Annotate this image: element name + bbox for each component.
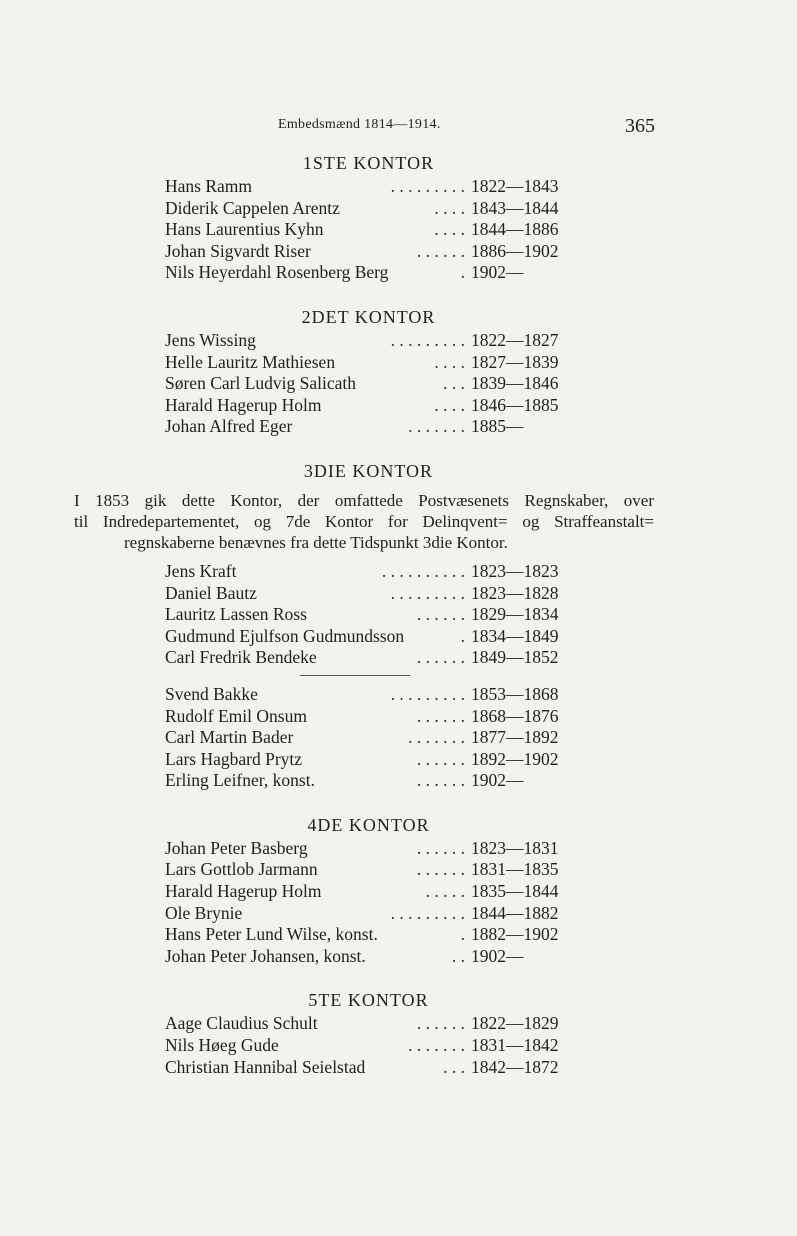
leader-dots: . [460,625,465,646]
section [0,987,797,1078]
list-item [0,706,797,728]
running-head: Embedsmænd 1814—1914. [278,117,441,132]
official-name: Gudmund Ejulfson Gudmundsson [165,625,405,646]
official-name: Hans Peter Lund Wilse, konst. [165,924,378,945]
list-item [0,604,797,626]
official-name: Jens Kraft [165,560,237,581]
official-name: Ole Brynie [165,902,243,923]
leader-dots: . . . . . . [416,837,465,858]
section-title: 3DIE KONTOR [303,460,434,481]
tenure-years: 1822—1827 [471,329,559,350]
list-item [0,416,797,438]
leader-dots: . . . . . . . [408,1035,465,1056]
list-item [0,262,797,284]
official-name: Aage Claudius Schult [165,1013,318,1034]
tenure-years: 1877—1892 [471,727,559,748]
leader-dots: . . . . . . . [408,727,465,748]
official-name: Lars Gottlob Jarmann [165,859,318,880]
leader-dots: . . . . . [425,881,465,902]
list-item [0,198,797,220]
official-name: Nils Høeg Gude [165,1035,279,1056]
official-name: Johan Sigvardt Riser [165,240,311,261]
tenure-years: 1849—1852 [471,647,559,668]
official-name: Harald Hagerup Holm [165,394,322,415]
section [0,812,797,968]
official-name: Lars Hagbard Prytz [165,748,303,769]
leader-dots: . . . . . . [416,604,465,625]
leader-dots: . . . . [434,394,465,415]
leader-dots: . [460,924,465,945]
list-item [0,241,797,263]
leader-dots: . . . . . . . . . [390,329,465,350]
official-name: Helle Lauritz Mathiesen [165,351,336,372]
official-name: Christian Hannibal Seielstad [165,1056,366,1077]
tenure-years: 1902— [471,262,524,283]
official-name: Jens Wissing [165,329,256,350]
divider [300,675,410,676]
tenure-years: 1885— [471,416,524,437]
tenure-years: 1902— [471,945,524,966]
list-item [0,903,797,925]
tenure-years: 1831—1842 [471,1035,559,1056]
tenure-years: 1882—1902 [471,924,559,945]
list-item [0,373,797,395]
tenure-years: 1844—1882 [471,902,559,923]
list-item [0,684,797,706]
section-title: 1STE KONTOR [302,153,435,173]
list-item [0,330,797,352]
leader-dots: . . . . [434,197,465,218]
tenure-years: 1829—1834 [471,604,559,625]
tenure-years: 1835—1844 [471,881,559,902]
leader-dots: . . . [443,373,465,394]
official-name: Harald Hagerup Holm [165,881,322,902]
official-name: Carl Martin Bader [165,727,294,748]
section-title: 2DET KONTOR [301,306,436,327]
official-name: Carl Fredrik Bendeke [165,647,317,668]
leader-dots: . . [451,945,465,966]
list-item [0,1035,797,1057]
tenure-years: 1823—1823 [471,560,559,581]
paragraph-line: I 1853 gik dette Kontor, der omfattede Postvæsenets Regnskaber, over [74,490,654,510]
list-item [0,352,797,374]
list-item [0,946,797,968]
leader-dots: . . . . . . . . . . [381,560,465,581]
official-name: Søren Carl Ludvig Salicath [165,373,357,394]
official-name: Svend Bakke [165,683,258,704]
leader-dots: . . . . . . [416,647,465,668]
tenure-years: 1834—1849 [471,625,559,646]
leader-dots: . . . . . . [416,705,465,726]
leader-dots: . . . . . . [416,859,465,880]
official-name: Johan Peter Johansen, konst. [165,945,366,966]
section-title: 4DE KONTOR [307,814,430,835]
tenure-years: 1823—1831 [471,837,559,858]
list-item [0,561,797,583]
leader-dots: . . . . . . . . . [390,683,465,704]
official-name: Daniel Bautz [165,582,257,603]
leader-dots: . . . . . . . . . [390,582,465,603]
tenure-years: 1831—1835 [471,859,559,880]
section [0,304,797,438]
leader-dots: . . . . . . . . . [390,902,465,923]
list-item [0,647,797,669]
tenure-years: 1822—1829 [471,1013,559,1034]
tenure-years: 1868—1876 [471,705,559,726]
list-item [0,176,797,198]
paragraph-line: regnskaberne benævnes fra dette Tidspunkt 3die Kontor. [124,532,508,552]
leader-dots: . . . . . . . [408,416,465,437]
tenure-years: 1842—1872 [471,1056,559,1077]
tenure-years: 1892—1902 [471,748,559,769]
tenure-years: 1846—1885 [471,394,559,415]
list-item [0,770,797,792]
list-item [0,1013,797,1035]
tenure-years: 1839—1846 [471,373,559,394]
content [0,150,797,1098]
leader-dots: . . . . . . [416,748,465,769]
leader-dots: . . . [443,1056,465,1077]
leader-dots: . . . . . . . . . [390,176,465,196]
paragraph-line: til Indredepartementet, og 7de Kontor for Delinqvent= og Straffeanstalt= [74,511,654,531]
list-item [0,626,797,648]
official-name: Erling Leifner, konst. [165,770,315,791]
list-item [0,859,797,881]
official-name: Lauritz Lassen Ross [165,604,307,625]
leader-dots: . . . . [434,219,465,240]
section-title: 5TE KONTOR [308,990,429,1011]
tenure-years: 1886—1902 [471,240,559,261]
list-item [0,219,797,241]
leader-dots: . . . . . . [416,240,465,261]
list-item [0,838,797,860]
list-item [0,924,797,946]
leader-dots: . . . . [434,351,465,372]
leader-dots: . . . . . . [416,1013,465,1034]
tenure-years: 1853—1868 [471,683,559,704]
official-name: Diderik Cappelen Arentz [165,197,340,218]
official-name: Hans Laurentius Kyhn [165,219,324,240]
page-number: 365 [625,115,655,137]
tenure-years: 1902— [471,770,524,791]
official-name: Johan Alfred Eger [165,416,293,437]
tenure-years: 1822—1843 [471,176,559,196]
list-item [0,881,797,903]
section [0,458,797,792]
official-name: Hans Ramm [165,176,253,196]
tenure-years: 1844—1886 [471,219,559,240]
list-item [0,1057,797,1079]
official-name: Nils Heyerdahl Rosenberg Berg [165,262,389,283]
list-item [0,749,797,771]
official-name: Johan Peter Basberg [165,837,308,858]
list-item [0,583,797,605]
tenure-years: 1843—1844 [471,197,559,218]
tenure-years: 1823—1828 [471,582,559,603]
list-item [0,727,797,749]
section [0,150,797,284]
section-paragraph [0,490,797,553]
tenure-years: 1827—1839 [471,351,559,372]
official-name: Rudolf Emil Onsum [165,705,307,726]
list-item [0,395,797,417]
leader-dots: . [460,262,465,283]
leader-dots: . . . . . . [416,770,465,791]
